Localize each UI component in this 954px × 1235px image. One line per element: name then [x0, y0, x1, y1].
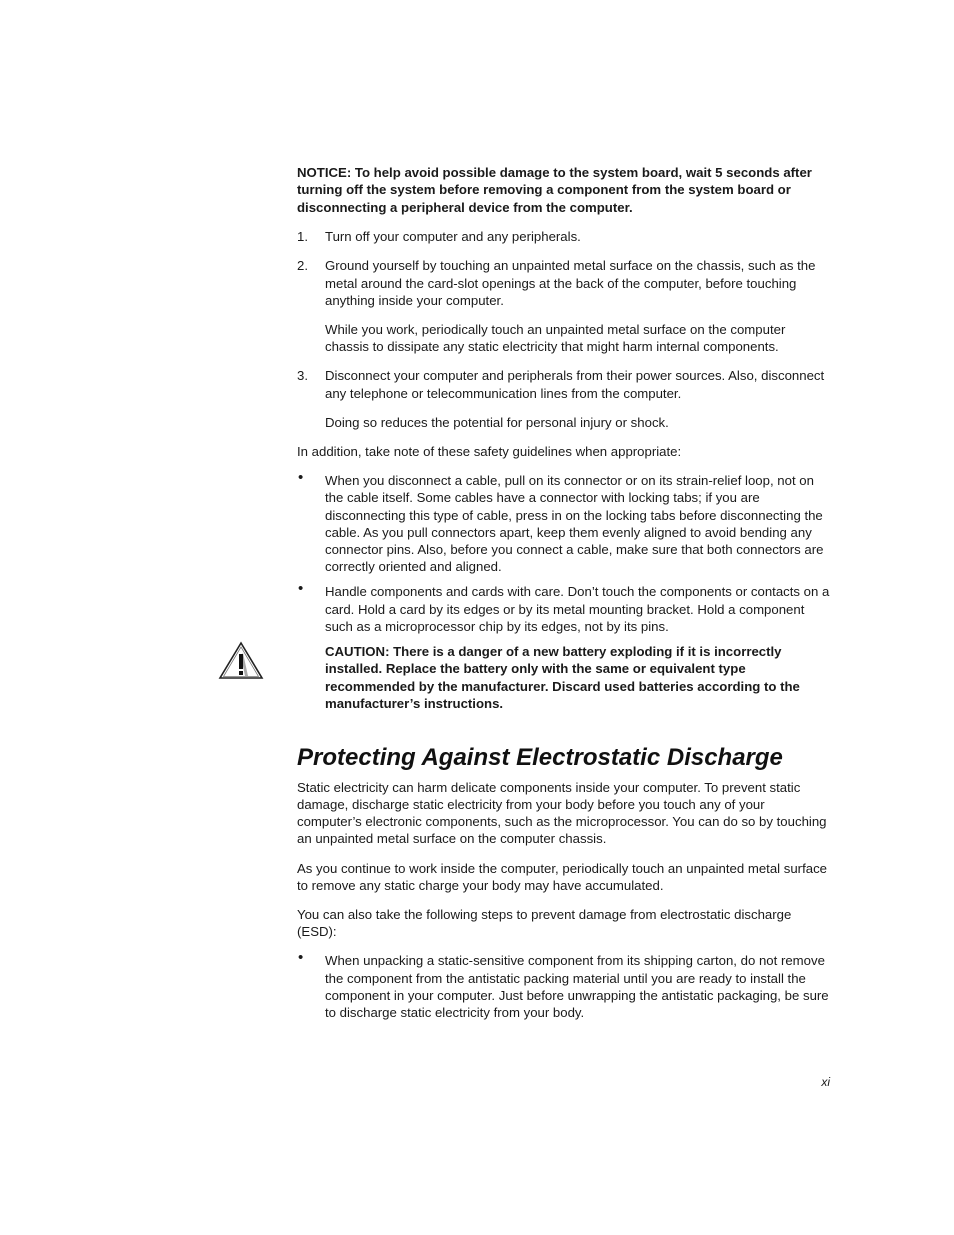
- esd-paragraph: Static electricity can harm delicate components inside your computer. To prevent static damage, discharge static electricity from your body before you touch any of your computer’s electronic components, such as the microprocessor. You can do so by touching an unpainted metal surface on the computer chassis.: [297, 779, 827, 847]
- guideline-item: [297, 580, 832, 635]
- step-number: 1.: [297, 229, 308, 245]
- document-page: [297, 164, 832, 1021]
- warning-triangle-icon: [218, 641, 264, 681]
- caution-block: [297, 643, 832, 713]
- esd-paragraph: You can also take the following steps to prevent damage from electrostatic discharge (ESD):: [297, 906, 792, 940]
- step-2: [297, 257, 832, 309]
- guideline-text: Handle components and cards with care. Don’t touch the components or contacts on a card. Hold a card by its edges or by its metal mounting bracket. Hold a component such as a microprocessor chip by its edges, not by its pins.: [325, 584, 830, 634]
- esd-bullet-text: When unpacking a static-sensitive component from its shipping carton, do not remove the component from the antistatic packing material until you are ready to install the component in your computer. Just before unwrapping the antistatic packaging, be sure to discharge static electricity from your body.: [325, 953, 829, 1020]
- step-3: [297, 367, 832, 401]
- esd-paragraph: As you continue to work inside the computer, periodically touch an unpainted metal surface to remove any static charge your body may have accumulated.: [297, 860, 828, 893]
- page-number: xi: [821, 1075, 830, 1089]
- bullet: •: [298, 580, 304, 598]
- step-text: Turn off your computer and any peripherals.: [325, 229, 581, 245]
- step-number: 3.: [297, 368, 308, 384]
- esd-bullet-item: [297, 949, 832, 1021]
- step-number: 2.: [297, 258, 308, 274]
- notice-text: NOTICE: To help avoid possible damage to the system board, wait 5 seconds after turning off the system before removing a component from the system board or disconnecting a peripheral device from the computer.: [297, 165, 812, 215]
- step-text: Ground yourself by touching an unpainted metal surface on the chassis, such as the metal around the card-slot openings at the back of the computer, before touching anything inside your computer.: [325, 258, 816, 308]
- step-3-note: Doing so reduces the potential for personal injury or shock.: [325, 414, 669, 430]
- section-title: Protecting Against Electrostatic Discharge: [297, 743, 783, 771]
- guidelines-intro: In addition, take note of these safety guidelines when appropriate:: [297, 444, 682, 460]
- step-1: [297, 228, 832, 245]
- bullet: •: [298, 949, 304, 967]
- step-2-note: While you work, periodically touch an unpainted metal surface on the computer chassis to dissipate any static electricity that might harm internal components.: [325, 322, 786, 355]
- bullet: •: [298, 469, 304, 487]
- step-text: Disconnect your computer and peripherals from their power sources. Also, disconnect any telephone or telecommunication lines from the computer.: [325, 368, 825, 401]
- guideline-item: [297, 469, 832, 575]
- caution-text: CAUTION: There is a danger of a new battery exploding if it is incorrectly installed. Replace the battery only with the same or equivalent type recommended by the manufacturer. Discard used batteries according to the manufacturer’s instructions.: [325, 644, 800, 712]
- guideline-text: When you disconnect a cable, pull on its connector or on its strain-relief loop, not on the cable itself. Some cables have a connector with locking tabs; if you are disconnecting this type of cable, press in on the locking tabs before disconnecting the cable. As you pull connectors apart, keep them evenly aligned to avoid bending any connector pins. Also, before you connect a cable, make sure that both connectors are correctly oriented and aligned.: [325, 473, 824, 575]
